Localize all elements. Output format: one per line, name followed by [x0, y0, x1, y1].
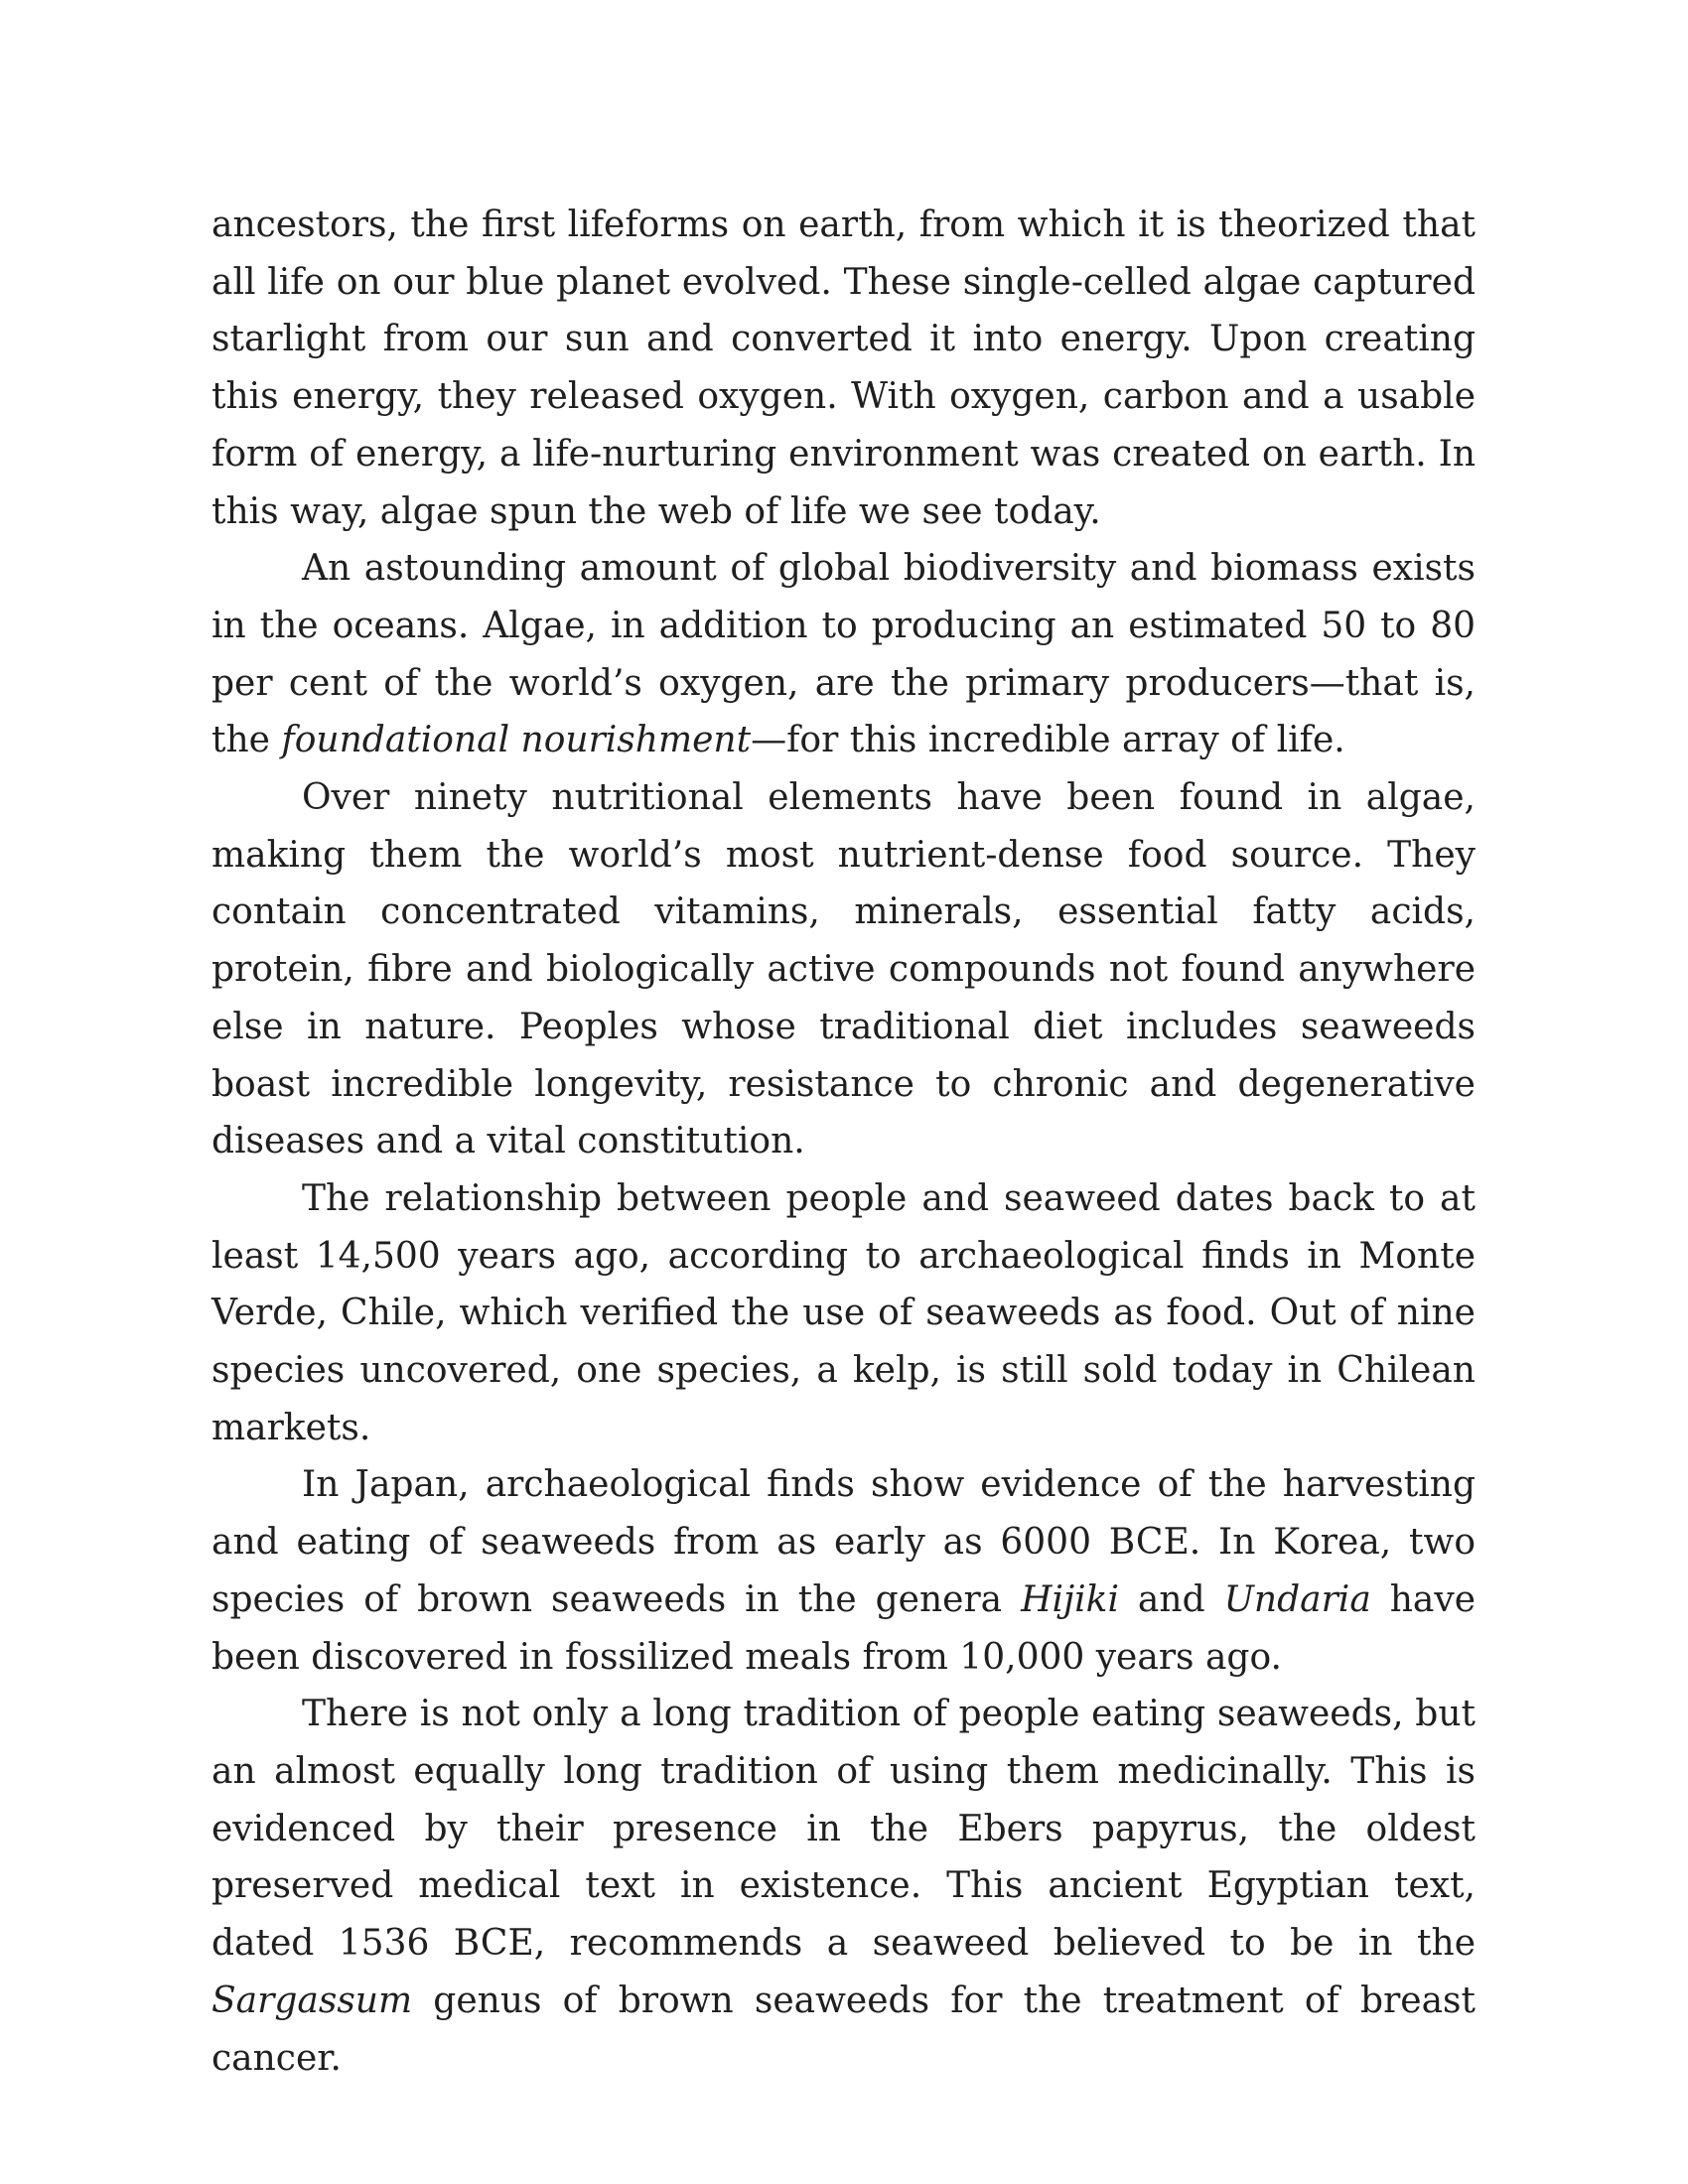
genus-name-hijiki: Hijiki [1021, 1578, 1119, 1620]
paragraph-monte-verde [211, 1170, 1476, 1457]
paragraph-text: An astounding amount of global biodiversity and biomass exists in the oceans. Algae, in addition to producing an estimated 50 to 80 per cent of the world’s oxygen, are the primary producers—that is, the [211, 548, 1476, 761]
paragraph-japan-korea [211, 1456, 1476, 1686]
paragraph-text: —for this incredible array of life. [751, 720, 1345, 761]
paragraph-text: There is not only a long tradition of people eating seaweeds, but an almost equally long tradition of using them medicinally. This is evidenced by their presence in the Ebers papyrus, the oldest preserved medical text in existence. This ancient Egyptian text, dated 1536 BCE, recommends a seaweed believed to be in the [211, 1694, 1476, 1965]
paragraph-ocean-biodiversity [211, 540, 1476, 769]
paragraph-text: The relationship between people and seaweed dates back to at least 14,500 years ago, according to archaeological finds in Monte Verde, Chile, which verified the use of seaweeds as food. Out of nine species uncovered, one species, a kelp, is still sold today in Chilean markets. [211, 1177, 1476, 1448]
paragraph-text: have been discovered in fossilized meals from 10,000 years ago. [211, 1578, 1477, 1678]
paragraph-nutrition [211, 769, 1476, 1170]
paragraph-medicinal-use [211, 1686, 1476, 2087]
italic-phrase: foundational nourishment [281, 720, 752, 761]
paragraph-text: genus of brown seaweeds for the treatment of breast cancer. [211, 1979, 1476, 2079]
paragraph-text: ancestors, the first lifeforms on earth, from which it is theorized that all life on our blue planet evolved. These single-celled algae captured starlight from our sun and converted it into energy. Upon creating this energy, they released oxygen. With oxygen, carbon and a usable form of energy, a life-nurturing environment was created on earth. In this way, algae spun the web of life we see today. [211, 205, 1476, 532]
genus-name-sargassum: Sargassum [211, 1979, 413, 2021]
genus-name-undaria: Undaria [1223, 1578, 1371, 1620]
page-body [211, 197, 1476, 2087]
paragraph-text: In Japan, archaeological finds show evidence of the harvesting and eating of seaweeds from as early as 6000 BCE. In Korea, two species of brown seaweeds in the genera [211, 1464, 1476, 1620]
paragraph-algae-origins [211, 197, 1476, 540]
paragraph-text: Over ninety nutritional elements have been found in algae, making them the world’s most nutrient-dense food source. They contain concentrated vitamins, minerals, essential fatty acids, protein, fibre and biologically active compounds not found anywhere else in nature. Peoples whose traditional diet includes seaweeds boast incredible longevity, resistance to chronic and degenerative diseases and a vital constitution. [211, 777, 1476, 1162]
paragraph-text: and [1119, 1578, 1224, 1620]
